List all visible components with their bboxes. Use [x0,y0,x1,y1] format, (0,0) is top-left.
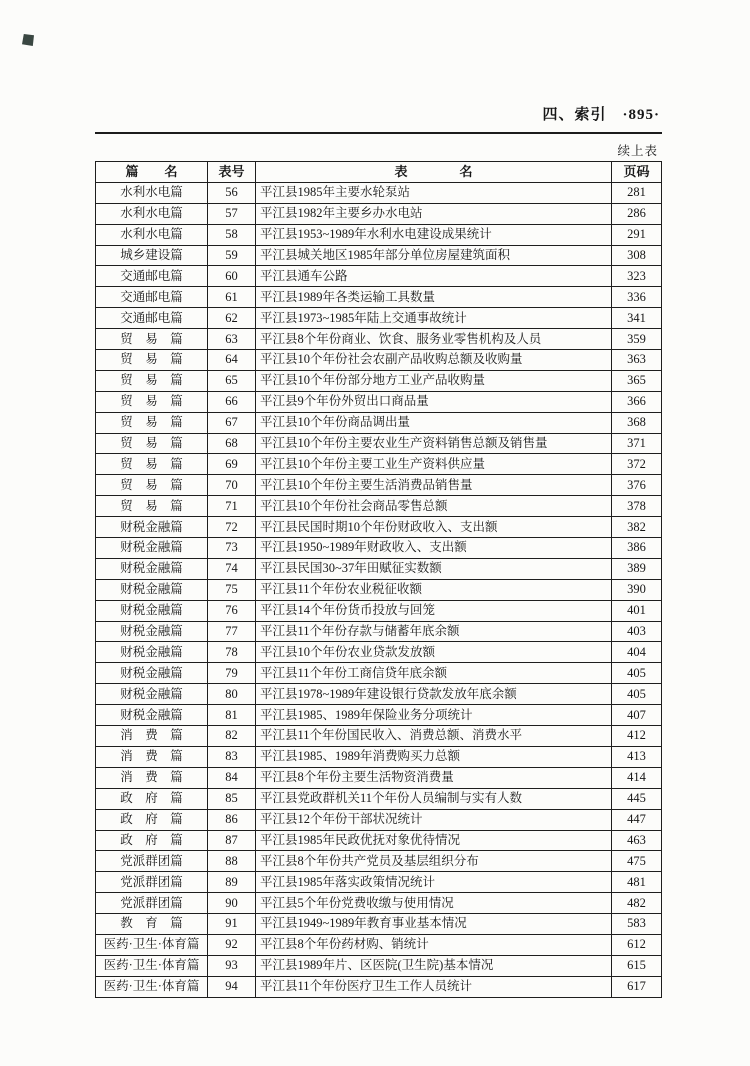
cell-table-no: 84 [208,767,256,788]
cell-section: 财税金融篇 [96,579,208,600]
table-row [96,412,662,433]
table-row [96,893,662,914]
cell-table-no: 73 [208,538,256,559]
cell-table-no: 93 [208,955,256,976]
cell-section: 贸 易 篇 [96,433,208,454]
cell-page-no: 390 [612,579,662,600]
cell-section: 财税金融篇 [96,538,208,559]
cell-table-no: 85 [208,788,256,809]
cell-table-title: 平江县通车公路 [256,266,612,287]
cell-table-no: 76 [208,600,256,621]
cell-page-no: 412 [612,726,662,747]
cell-page-no: 403 [612,621,662,642]
cell-table-title: 平江县8个年份主要生活物资消费量 [256,767,612,788]
cell-table-no: 78 [208,642,256,663]
cell-table-no: 63 [208,329,256,350]
table-row [96,475,662,496]
cell-page-no: 612 [612,934,662,955]
cell-page-no: 365 [612,370,662,391]
cell-table-title: 平江县8个年份商业、饮食、服务业零售机构及人员 [256,329,612,350]
table-row [96,579,662,600]
cell-page-no: 475 [612,851,662,872]
table-row [96,224,662,245]
cell-table-no: 57 [208,203,256,224]
header-row [96,162,662,183]
table-row [96,558,662,579]
cell-table-title: 平江县1985、1989年消费购买力总额 [256,746,612,767]
cell-page-no: 405 [612,684,662,705]
cell-page-no: 463 [612,830,662,851]
cell-section: 医药·卫生·体育篇 [96,976,208,997]
cell-section: 消 费 篇 [96,746,208,767]
cell-table-no: 89 [208,872,256,893]
cell-page-no: 414 [612,767,662,788]
index-table [95,161,662,998]
cell-page-no: 407 [612,705,662,726]
cell-page-no: 386 [612,538,662,559]
cell-table-no: 72 [208,517,256,538]
cell-page-no: 405 [612,663,662,684]
cell-table-title: 平江县1985、1989年保险业务分项统计 [256,705,612,726]
cell-section: 财税金融篇 [96,705,208,726]
table-row [96,287,662,308]
table-row [96,872,662,893]
cell-section: 水利水电篇 [96,182,208,203]
cell-table-title: 平江县8个年份药材购、销统计 [256,934,612,955]
cell-page-no: 404 [612,642,662,663]
table-row [96,746,662,767]
cell-section: 交通邮电篇 [96,287,208,308]
cell-page-no: 291 [612,224,662,245]
cell-section: 财税金融篇 [96,517,208,538]
table-row [96,642,662,663]
cell-section: 贸 易 篇 [96,391,208,412]
cell-page-no: 286 [612,203,662,224]
cell-table-title: 平江县1950~1989年财政收入、支出额 [256,538,612,559]
cell-table-title: 平江县5个年份党费收缴与使用情况 [256,893,612,914]
cell-page-no: 445 [612,788,662,809]
cell-table-title: 平江县8个年份共产党员及基层组织分布 [256,851,612,872]
cell-page-no: 401 [612,600,662,621]
cell-table-no: 75 [208,579,256,600]
cell-table-title: 平江县11个年份医疗卫生工作人员统计 [256,976,612,997]
cell-page-no: 363 [612,350,662,371]
cell-page-no: 376 [612,475,662,496]
cell-page-no: 382 [612,517,662,538]
cell-table-no: 92 [208,934,256,955]
cell-table-no: 77 [208,621,256,642]
cell-section: 政 府 篇 [96,830,208,851]
table-row [96,663,662,684]
cell-table-title: 平江县14个年份货币投放与回笼 [256,600,612,621]
table-row [96,350,662,371]
cell-table-title: 平江县9个年份外贸出口商品量 [256,391,612,412]
cell-section: 教 育 篇 [96,914,208,935]
cell-table-no: 67 [208,412,256,433]
cell-page-no: 372 [612,454,662,475]
cell-table-title: 平江县11个年份农业税征收额 [256,579,612,600]
table-row [96,391,662,412]
cell-page-no: 341 [612,308,662,329]
cell-table-title: 平江县1985年主要水轮泵站 [256,182,612,203]
table-row [96,788,662,809]
page-header: 四、索引 ·895· [542,107,660,123]
cell-table-title: 平江县民国30~37年田赋征实数额 [256,558,612,579]
cell-table-no: 65 [208,370,256,391]
cell-section: 贸 易 篇 [96,475,208,496]
cell-section: 贸 易 篇 [96,370,208,391]
cell-table-title: 平江县党政群机关11个年份人员编制与实有人数 [256,788,612,809]
cell-table-title: 平江县10个年份社会商品零售总额 [256,496,612,517]
cell-page-no: 615 [612,955,662,976]
cell-table-title: 平江县11个年份存款与储蓄年底余额 [256,621,612,642]
table-row [96,976,662,997]
cell-table-title: 平江县10个年份主要农业生产资料销售总额及销售量 [256,433,612,454]
cell-table-title: 平江县10个年份社会农副产品收购总额及收购量 [256,350,612,371]
header-rule [95,132,662,134]
table-row [96,370,662,391]
cell-table-title: 平江县10个年份农业贷款发放额 [256,642,612,663]
cell-table-no: 74 [208,558,256,579]
cell-page-no: 447 [612,809,662,830]
cell-table-title: 平江县1978~1989年建设银行贷款发放年底余额 [256,684,612,705]
cell-table-no: 69 [208,454,256,475]
cell-table-title: 平江县1949~1989年教育事业基本情况 [256,914,612,935]
cell-table-no: 71 [208,496,256,517]
cell-section: 消 费 篇 [96,726,208,747]
table-row [96,517,662,538]
table-row [96,433,662,454]
continuation-note: 续上表 [617,144,658,158]
cell-table-no: 90 [208,893,256,914]
cell-section: 贸 易 篇 [96,329,208,350]
cell-table-no: 86 [208,809,256,830]
cell-table-title: 平江县民国时期10个年份财政收入、支出额 [256,517,612,538]
cell-table-title: 平江县11个年份国民收入、消费总额、消费水平 [256,726,612,747]
cell-page-no: 378 [612,496,662,517]
cell-table-no: 87 [208,830,256,851]
col-header-no: 表号 [208,162,256,183]
table-row [96,329,662,350]
table-row [96,266,662,287]
cell-table-title: 平江县10个年份商品调出量 [256,412,612,433]
cell-section: 财税金融篇 [96,600,208,621]
cell-table-title: 平江县10个年份部分地方工业产品收购量 [256,370,612,391]
col-header-page: 页码 [612,162,662,183]
cell-page-no: 482 [612,893,662,914]
table-row [96,621,662,642]
table-row [96,245,662,266]
cell-table-title: 平江县1989年片、区医院(卫生院)基本情况 [256,955,612,976]
cell-table-no: 94 [208,976,256,997]
cell-page-no: 413 [612,746,662,767]
scan-artifact-icon [22,34,34,46]
table-row [96,809,662,830]
cell-table-no: 88 [208,851,256,872]
table-row [96,308,662,329]
cell-section: 交通邮电篇 [96,308,208,329]
cell-section: 贸 易 篇 [96,350,208,371]
cell-page-no: 366 [612,391,662,412]
cell-section: 交通邮电篇 [96,266,208,287]
cell-page-no: 617 [612,976,662,997]
table-row [96,705,662,726]
cell-section: 财税金融篇 [96,621,208,642]
cell-table-no: 80 [208,684,256,705]
cell-table-no: 56 [208,182,256,203]
cell-section: 财税金融篇 [96,558,208,579]
cell-table-title: 平江县11个年份工商信贷年底余额 [256,663,612,684]
cell-page-no: 481 [612,872,662,893]
cell-section: 医药·卫生·体育篇 [96,934,208,955]
cell-table-no: 81 [208,705,256,726]
table-row [96,538,662,559]
cell-table-title: 平江县1985年落实政策情况统计 [256,872,612,893]
cell-section: 财税金融篇 [96,642,208,663]
cell-section: 城乡建设篇 [96,245,208,266]
cell-page-no: 359 [612,329,662,350]
table-row [96,454,662,475]
cell-page-no: 583 [612,914,662,935]
cell-table-title: 平江县1982年主要乡办水电站 [256,203,612,224]
cell-table-no: 82 [208,726,256,747]
cell-section: 医药·卫生·体育篇 [96,955,208,976]
cell-page-no: 308 [612,245,662,266]
table-row [96,955,662,976]
cell-section: 贸 易 篇 [96,496,208,517]
table-row [96,203,662,224]
cell-section: 政 府 篇 [96,809,208,830]
cell-page-no: 389 [612,558,662,579]
cell-section: 党派群团篇 [96,872,208,893]
cell-page-no: 371 [612,433,662,454]
cell-table-title: 平江县10个年份主要工业生产资料供应量 [256,454,612,475]
table-row [96,914,662,935]
cell-section: 水利水电篇 [96,203,208,224]
table-row [96,496,662,517]
cell-table-no: 64 [208,350,256,371]
cell-table-no: 91 [208,914,256,935]
table-row [96,684,662,705]
cell-table-title: 平江县城关地区1985年部分单位房屋建筑面积 [256,245,612,266]
cell-table-no: 68 [208,433,256,454]
cell-table-no: 62 [208,308,256,329]
cell-table-title: 平江县1953~1989年水利水电建设成果统计 [256,224,612,245]
cell-table-no: 60 [208,266,256,287]
table-row [96,934,662,955]
cell-table-no: 66 [208,391,256,412]
cell-table-no: 59 [208,245,256,266]
cell-section: 财税金融篇 [96,684,208,705]
cell-section: 政 府 篇 [96,788,208,809]
table-row [96,600,662,621]
cell-page-no: 281 [612,182,662,203]
cell-table-title: 平江县10个年份主要生活消费品销售量 [256,475,612,496]
cell-table-no: 58 [208,224,256,245]
cell-section: 水利水电篇 [96,224,208,245]
cell-section: 贸 易 篇 [96,412,208,433]
cell-page-no: 323 [612,266,662,287]
col-header-section: 篇 名 [96,162,208,183]
table-row [96,726,662,747]
cell-section: 党派群团篇 [96,893,208,914]
cell-page-no: 336 [612,287,662,308]
cell-table-title: 平江县1973~1985年陆上交通事故统计 [256,308,612,329]
cell-table-title: 平江县12个年份干部状况统计 [256,809,612,830]
cell-page-no: 368 [612,412,662,433]
cell-section: 财税金融篇 [96,663,208,684]
table-row [96,830,662,851]
cell-table-no: 61 [208,287,256,308]
table-row [96,182,662,203]
cell-table-title: 平江县1985年民政优抚对象优待情况 [256,830,612,851]
cell-table-no: 83 [208,746,256,767]
cell-section: 消 费 篇 [96,767,208,788]
cell-table-no: 70 [208,475,256,496]
cell-table-title: 平江县1989年各类运输工具数量 [256,287,612,308]
cell-section: 党派群团篇 [96,851,208,872]
cell-section: 贸 易 篇 [96,454,208,475]
cell-table-no: 79 [208,663,256,684]
table-row [96,851,662,872]
table-row [96,767,662,788]
col-header-title: 表 名 [256,162,612,183]
